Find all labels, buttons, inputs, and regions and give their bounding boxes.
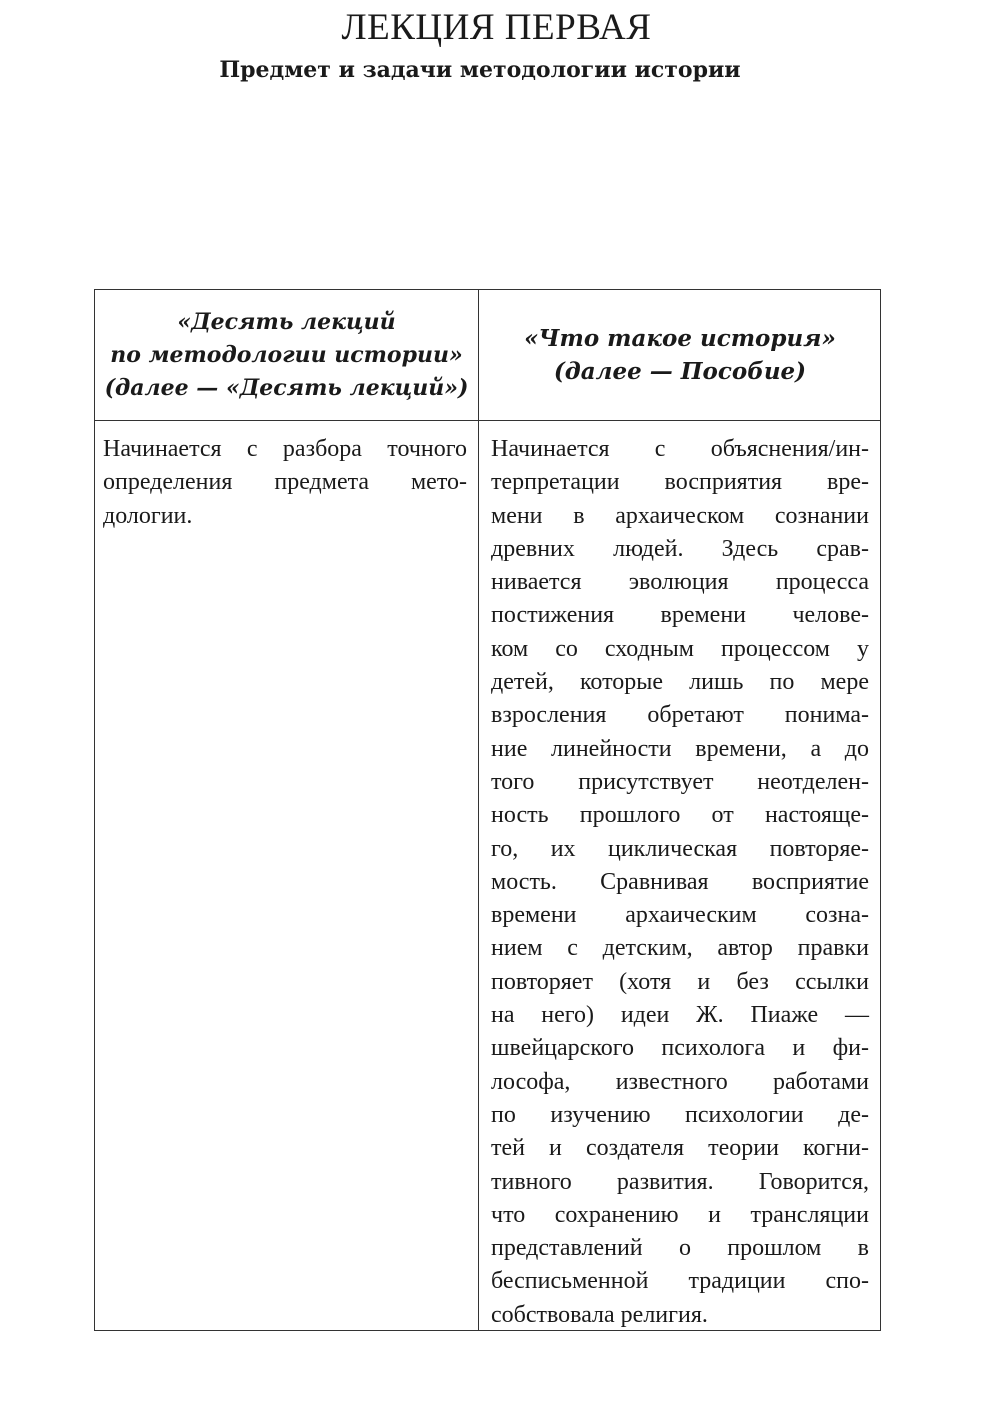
- text-line: ность прошлого от настояще-: [491, 802, 869, 829]
- lecture-subtitle: Предмет и задачи методологии истории: [219, 57, 741, 83]
- text-line: швейцарского психолога и фи-: [491, 1035, 869, 1062]
- body-cell-ten-lectures: [103, 433, 467, 533]
- text-line: времени архаическим созна-: [491, 902, 869, 929]
- header-cell-what-is-history: [479, 290, 881, 420]
- text-line: мость. Сравнивая восприятие: [491, 868, 869, 895]
- header-line: «Что такое история»: [524, 325, 836, 352]
- text-line: Начинается с разбора точного: [103, 436, 467, 462]
- header-divider: [95, 420, 880, 421]
- header-line: (далее — «Десять лекций»): [104, 374, 469, 401]
- text-line: что сохранению и трансляции: [491, 1201, 869, 1228]
- text-line: детей, которые лишь по мере: [491, 669, 869, 696]
- text-line: тивного развития. Говорится,: [491, 1168, 869, 1195]
- text-line: ком со сходным процессом у: [491, 635, 869, 662]
- text-line: определения предмета мето-: [103, 469, 467, 496]
- text-line: повторяет (хотя и без ссылки: [491, 968, 869, 995]
- column-divider: [478, 290, 479, 1330]
- header-cell-ten-lectures: [95, 290, 478, 420]
- text-line: по изучению психологии де-: [491, 1101, 869, 1128]
- text-line: тей и создателя теории когни-: [491, 1135, 869, 1162]
- text-line: нивается эволюция процесса: [491, 569, 869, 596]
- header-line: (далее — Пособие): [553, 358, 807, 385]
- header-line: по методологии истории»: [110, 341, 463, 368]
- text-line: взросления обретают понима-: [491, 702, 869, 729]
- text-line: собствовала религия.: [491, 1301, 708, 1328]
- text-line: представлений о прошлом в: [491, 1235, 869, 1262]
- text-line: бесписьменной традиции спо-: [491, 1268, 869, 1295]
- text-line: мени в архаическом сознании: [491, 502, 869, 529]
- text-line: терпретации восприятия вре-: [491, 469, 869, 496]
- text-line: го, их циклическая повторяе-: [491, 835, 869, 862]
- text-line: того присутствует неотделен-: [491, 768, 869, 795]
- text-line: дологии.: [103, 502, 193, 529]
- text-line: древних людей. Здесь срав-: [491, 535, 869, 562]
- text-line: нием с детским, автор правки: [491, 935, 869, 962]
- body-cell-what-is-history: [491, 433, 869, 1332]
- lecture-title: ЛЕКЦИЯ ПЕРВАЯ: [341, 7, 652, 48]
- text-line: Начинается с объяснения/ин-: [491, 436, 869, 462]
- text-line: постижения времени челове-: [491, 602, 869, 629]
- comparison-table: [94, 289, 881, 1331]
- text-line: лософа, известного работами: [491, 1068, 869, 1095]
- text-line: ние линейности времени, а до: [491, 735, 869, 762]
- text-line: на него) идеи Ж. Пиаже —: [491, 1002, 869, 1029]
- header-line: «Десять лекций: [177, 308, 396, 335]
